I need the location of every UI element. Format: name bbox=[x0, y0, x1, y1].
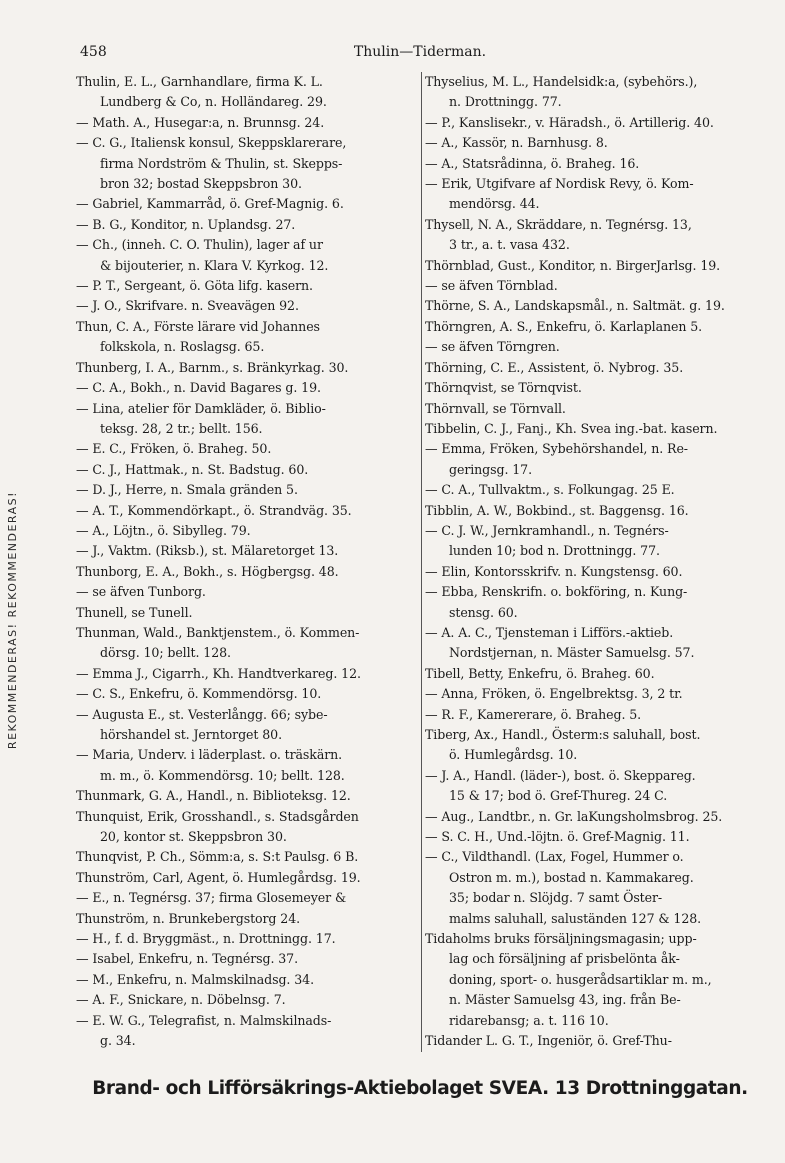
directory-entry: — Lina, atelier för Damkläder, ö. Biblio- bbox=[76, 400, 326, 416]
directory-entry: Tibbelin, C. J., Fanj., Kh. Svea ing.-bat. kasern. bbox=[425, 420, 718, 436]
directory-entry: n. Mäster Samuelsg 43, ing. från Be- bbox=[449, 992, 681, 1008]
directory-entry: — C. J. W., Jernkramhandl., n. Tegnérs- bbox=[425, 522, 669, 538]
directory-entry: folkskola, n. Roslagsg. 65. bbox=[100, 339, 265, 355]
directory-entry: Thunborg, E. A., Bokh., s. Högbergsg. 48. bbox=[76, 563, 339, 579]
directory-entry: lunden 10; bod n. Drottningg. 77. bbox=[449, 543, 660, 559]
directory-entry: — Ebba, Renskrifn. o. bokföring, n. Kung- bbox=[425, 584, 688, 600]
directory-entry: — Emma J., Cigarrh., Kh. Handtverkareg. 12. bbox=[76, 665, 361, 681]
directory-entry: — Ch., (inneh. C. O. Thulin), lager af ur bbox=[76, 237, 323, 253]
directory-entry: lag och försäljning af prisbelönta åk- bbox=[449, 951, 680, 967]
directory-entry: — C. A., Bokh., n. David Bagares g. 19. bbox=[76, 380, 321, 396]
directory-entry: Thörnqvist, se Törnqvist. bbox=[425, 380, 582, 396]
page-number: 458 bbox=[80, 44, 107, 60]
directory-entry: Thörne, S. A., Landskapsmål., n. Saltmät. g. 19. bbox=[425, 298, 725, 314]
directory-entry: Thörngren, A. S., Enkefru, ö. Karlaplanen 5. bbox=[425, 318, 703, 334]
directory-entry: — Emma, Fröken, Sybehörshandel, n. Re- bbox=[425, 441, 688, 457]
directory-entry: — E., n. Tegnérsg. 37; firma Glosemeyer & bbox=[76, 890, 347, 906]
footer-advertisement: Brand- och Lifförsäkrings-Aktiebolaget SVEA. 13 Drottninggatan. bbox=[92, 1078, 748, 1099]
directory-entry: Tidander L. G. T., Ingeniör, ö. Gref-Thu- bbox=[425, 1033, 672, 1049]
directory-entry: — J. O., Skrifvare. n. Sveavägen 92. bbox=[76, 298, 299, 314]
directory-entry: — Gabriel, Kammarråd, ö. Gref-Magnig. 6. bbox=[76, 196, 344, 212]
directory-entry bbox=[425, 1052, 771, 1053]
directory-entry: dörsg. 10; bellt. 128. bbox=[100, 645, 231, 661]
directory-entry: — C. A., Tullvaktm., s. Folkungag. 25 E. bbox=[425, 482, 675, 498]
directory-entry: & bijouterier, n. Klara V. Kyrkog. 12. bbox=[100, 257, 329, 273]
directory-entry: teksg. 28, 2 tr.; bellt. 156. bbox=[100, 420, 263, 436]
directory-entry: doning, sport- o. husgerådsartiklar m. m., bbox=[449, 971, 712, 987]
directory-entry: 15 & 17; bod ö. Gref-Thureg. 24 C. bbox=[449, 788, 668, 804]
directory-entry: — Erik, Utgifvare af Nordisk Revy, ö. Kom- bbox=[425, 176, 694, 192]
directory-entry: — se äfven Törnblad. bbox=[425, 278, 558, 294]
directory-entry: Tibblin, A. W., Bokbind., st. Baggensg. 16. bbox=[425, 502, 689, 518]
directory-entry: — C. G., Italiensk konsul, Skeppsklarerare, bbox=[76, 135, 347, 151]
directory-entry: — R. F., Kamererare, ö. Braheg. 5. bbox=[425, 706, 642, 722]
directory-entry: Thörnvall, se Törnvall. bbox=[425, 400, 566, 416]
directory-entry: — Augusta E., st. Vesterlångg. 66; sybe- bbox=[76, 706, 328, 722]
directory-entry: ridarebansg; a. t. 116 10. bbox=[449, 1012, 609, 1028]
directory-entry: Thunmark, G. A., Handl., n. Biblioteksg. 12. bbox=[76, 788, 351, 804]
directory-entry: 35; bodar n. Slöjdg. 7 samt Öster- bbox=[449, 890, 663, 906]
directory-entry: malms saluhall, saluständen 127 & 128. bbox=[449, 910, 702, 926]
directory-entry: Thunquist, Erik, Grosshandl., s. Stadsgården bbox=[76, 808, 359, 824]
directory-entry: Thunman, Wald., Banktjenstem., ö. Kommen- bbox=[76, 624, 360, 640]
directory-entry: — A., Statsrådinna, ö. Braheg. 16. bbox=[425, 155, 640, 171]
directory-entry: Nordstjernan, n. Mäster Samuelsg. 57. bbox=[449, 645, 695, 661]
directory-entry: Lundberg & Co, n. Holländareg. 29. bbox=[100, 94, 327, 110]
directory-entry: — C. S., Enkefru, ö. Kommendörsg. 10. bbox=[76, 686, 322, 702]
directory-entry: — B. G., Konditor, n. Uplandsg. 27. bbox=[76, 216, 296, 232]
directory-entry: n. Drottningg. 77. bbox=[449, 94, 562, 110]
directory-entry: g. 34. bbox=[100, 1033, 136, 1049]
directory-entry: m. m., ö. Kommendörsg. 10; bellt. 128. bbox=[100, 767, 345, 783]
directory-entry: — H., f. d. Bryggmäst., n. Drottningg. 17. bbox=[76, 931, 336, 947]
side-advertisement-recommends: REKOMMENDERAS! REKOMMENDERAS! bbox=[6, 490, 19, 750]
directory-entry: hörshandel st. Jerntorget 80. bbox=[100, 727, 282, 742]
directory-entry: — P., Kanslisekr., v. Häradsh., ö. Artillerig. 40. bbox=[425, 114, 714, 130]
directory-entry: Thun, C. A., Förste lärare vid Johannes bbox=[76, 318, 320, 334]
directory-entry: — Aug., Landtbr., n. Gr. laKungsholmsbrog. 25. bbox=[425, 808, 723, 824]
directory-entry: Tiberg, Ax., Handl., Österm:s saluhall, bost. bbox=[425, 727, 701, 742]
directory-entry: — E. W. G., Telegrafist, n. Malmskilnads- bbox=[76, 1012, 332, 1028]
directory-column-left bbox=[76, 72, 422, 1052]
directory-entry: — C., Vildthandl. (Lax, Fogel, Hummer o. bbox=[425, 849, 684, 865]
directory-entry: stensg. 60. bbox=[449, 604, 518, 620]
directory-entry: ö. Humlegårdsg. 10. bbox=[449, 747, 578, 763]
directory-column-right bbox=[425, 72, 771, 1052]
directory-entry: Thysell, N. A., Skräddare, n. Tegnérsg. 13, bbox=[425, 216, 692, 232]
directory-entry: Tibell, Betty, Enkefru, ö. Braheg. 60. bbox=[425, 665, 655, 681]
directory-entry: — D. J., Herre, n. Smala gränden 5. bbox=[76, 482, 298, 498]
directory-entry: — se äfven Törngren. bbox=[425, 339, 560, 355]
directory-entry: firma Nordström & Thulin, st. Skepps- bbox=[100, 155, 343, 171]
directory-entry: — Anna, Fröken, ö. Engelbrektsg. 3, 2 tr. bbox=[425, 686, 683, 702]
directory-entry: Thörnblad, Gust., Konditor, n. BirgerJarlsg. 19. bbox=[425, 257, 721, 273]
directory-entry: — A. F., Snickare, n. Döbelnsg. 7. bbox=[76, 992, 286, 1008]
directory-entry: Tidaholms bruks försäljningsmagasin; upp- bbox=[425, 931, 697, 947]
directory-entry: mendörsg. 44. bbox=[449, 196, 540, 212]
directory-entry: — A., Kassör, n. Barnhusg. 8. bbox=[425, 135, 608, 151]
directory-entry: — se äfven Tunborg. bbox=[76, 584, 206, 600]
directory-entry: Thunell, se Tunell. bbox=[76, 604, 193, 620]
directory-entry: — P. T., Sergeant, ö. Göta lifg. kasern. bbox=[76, 278, 313, 294]
directory-entry bbox=[76, 1052, 422, 1053]
directory-entry: — J., Vaktm. (Riksb.), st. Mälaretorget 13. bbox=[76, 543, 339, 559]
directory-entry: Thulin, E. L., Garnhandlare, firma K. L. bbox=[76, 74, 323, 89]
directory-entry: — A. T., Kommendörkapt., ö. Strandväg. 35. bbox=[76, 502, 352, 518]
directory-entry: Ostron m. m.), bostad n. Kammakareg. bbox=[449, 869, 694, 885]
directory-entry: — A., Löjtn., ö. Sibylleg. 79. bbox=[76, 522, 251, 538]
directory-entry: Thunström, Carl, Agent, ö. Humlegårdsg. 19. bbox=[76, 869, 361, 885]
directory-entry: — A. A. C., Tjensteman i Lifförs.-aktieb. bbox=[425, 624, 674, 640]
directory-entry: Thunqvist, P. Ch., Sömm:a, s. S:t Paulsg. 6 B. bbox=[76, 849, 359, 865]
directory-entry: Thyselius, M. L., Handelsidk:a, (sybehörs.), bbox=[425, 74, 698, 89]
column-divider bbox=[421, 72, 422, 1052]
directory-entry: 3 tr., a. t. vasa 432. bbox=[449, 237, 570, 253]
directory-entry: geringsg. 17. bbox=[449, 461, 532, 477]
running-title: Thulin—Tiderman. bbox=[353, 44, 487, 60]
directory-entry: — Math. A., Husegar:a, n. Brunnsg. 24. bbox=[76, 114, 325, 130]
directory-entry: Thunström, n. Brunkebergstorg 24. bbox=[76, 910, 301, 926]
directory-entry: Thörning, C. E., Assistent, ö. Nybrog. 35. bbox=[425, 359, 684, 375]
directory-entry: — J. A., Handl. (läder-), bost. ö. Skeppareg. bbox=[425, 767, 696, 783]
directory-entry: — Maria, Underv. i läderplast. o. träskärn. bbox=[76, 747, 343, 763]
directory-entry: — C. J., Hattmak., n. St. Badstug. 60. bbox=[76, 461, 309, 477]
directory-entry: — E. C., Fröken, ö. Braheg. 50. bbox=[76, 441, 272, 457]
directory-entry: bron 32; bostad Skeppsbron 30. bbox=[100, 176, 302, 192]
page-header bbox=[80, 44, 760, 66]
directory-entry: Thunberg, I. A., Barnm., s. Bränkyrkag. 30. bbox=[76, 359, 349, 375]
directory-entry: — M., Enkefru, n. Malmskilnadsg. 34. bbox=[76, 971, 314, 987]
directory-entry: — Elin, Kontorsskrifv. n. Kungstensg. 60. bbox=[425, 563, 683, 579]
directory-entry: — S. C. H., Und.-löjtn. ö. Gref-Magnig. 11. bbox=[425, 829, 690, 845]
directory-entry: — Isabel, Enkefru, n. Tegnérsg. 37. bbox=[76, 951, 298, 967]
directory-entry: 20, kontor st. Skeppsbron 30. bbox=[100, 829, 287, 845]
